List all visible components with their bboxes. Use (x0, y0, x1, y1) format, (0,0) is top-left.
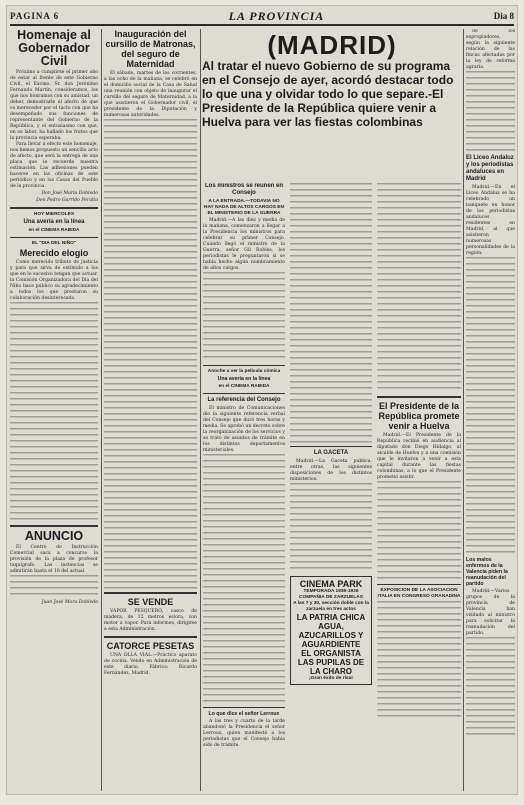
headline-referencia: La referencia del Consejo (207, 397, 281, 403)
column-3 (203, 183, 285, 792)
text-lines (377, 481, 461, 581)
cursillo-body: El sábado, martes de los corrientes, a las ocho de la mañana, se celebró en el domicilio social de la Casa de Salud una reunión con objeto de inaugurar el cursillo del seguro de Maternidad, a la que asistieron el Gobernador civil, el presidente de la Diputación y numerosas autoridades. (104, 71, 197, 118)
headline-cursillo: Inauguración del cursillo de Matronas, del seguro de Maternidad (105, 29, 196, 69)
issue-date: Dia 8 (493, 11, 514, 21)
top-body: de los expropiadores, según la siguiente relación de las fincas afectadas por la ley de reforma agraria. (466, 29, 515, 70)
divider (104, 592, 197, 594)
page-number: PAGINA 6 (10, 11, 60, 21)
column-4 (290, 183, 372, 792)
headline-presidente: El Presidente de la República promete venir a Huelva (378, 401, 460, 431)
text-lines (377, 183, 461, 393)
divider (203, 393, 285, 394)
cinema-play-1: LA PATRIA CHICA (296, 613, 366, 622)
anuncio-signature: Juan José Mora Dobledo (41, 600, 98, 605)
divider (377, 396, 461, 398)
text-lines (466, 71, 515, 155)
main-headline: Al tratar el nuevo Gobierno de su programa en el Consejo de ayer, acordó destacar todo lo que una y olvidar todo lo que separe.-El Presidente de la República quiere venir a Huelva para ver las fiestas colombinas (202, 59, 454, 129)
kicker-pelicula: Anoche a ver la película cómica (207, 369, 281, 374)
reportaje-kicker: EXPOSICION DE LA ASOCIACION ITALIA EN CONGRESO GRANADINA (377, 588, 461, 599)
presidente-body: Madrid.—El Presidente de la República recibió en audiencia al diputado don Diego Hidalgo, al alcalde de Huelva y a una comisión que le invitaron a venir a esta capital durante las fiestas colombinas, a lo que el Presidente prometió asistir. (377, 433, 461, 480)
text-lines (290, 483, 372, 573)
text-lines (466, 257, 515, 557)
cinema-line-2: COMPAÑIA DE ZARZUELAS (299, 595, 363, 600)
divider (203, 707, 285, 708)
cinema-play-3: EL ORGANISTA (301, 649, 361, 658)
divider (203, 365, 285, 366)
main-headline-box (202, 31, 462, 179)
headline-anuncio: ANUNCIO (24, 529, 84, 543)
homenaje-lead: Próximo a cumplirse el primer año de estar al frente de este Gobierno Civil, el Excmo. Sr. don Jerónimo Fernando Martín, consideramos, los que nos honramos con su amistad, un deber, demostrarle el afecto de que es merecedor por el tacto con que ha desempeñado sus funciones de representante del Gobierno de la República, y el entusiasmo con que, en su labor, ha hallado los frutos que la provincia esperaba. (10, 70, 98, 141)
referencia-body: El ministro de Comunicaciones dio la siguiente referencia verbal del Consejo que duró tres horas y media. Se aprobó un decreto sobre la reorganización de los servicios y se trató de asuntos de trámite en los distintos departamentos ministeriales. (203, 406, 285, 453)
headline-homenaje: Homenaje al Gobernador Civil (17, 29, 91, 68)
column-rule (463, 29, 464, 791)
text-lines (104, 119, 197, 589)
column-5 (377, 183, 461, 792)
divider (290, 446, 372, 447)
column-1 (10, 29, 98, 792)
cinema-tagline: ¡Gran éxito de risa! (309, 676, 353, 681)
text-lines (203, 272, 285, 362)
consejo-body: Madrid.—A las diez y media de la mañana, comenzaron a llegar a la Presidencia los ministros para celebrar su primer Consejo. Cuando llegó el ministro de la Guerra, señor Gil Robles, los periodistas le preguntaron si se había hecho algún nombramiento de altos cargos. (203, 218, 285, 271)
malos-body: Madrid.—Varios grupos de la provincia de Valencia han visitado al ministro para solicitar la reanudación del partido. (466, 589, 515, 636)
divider (10, 237, 98, 238)
kicker-sub: en el CINEMA RABIDA (218, 384, 270, 389)
newspaper-title: LA PROVINCIA (228, 8, 325, 23)
cinema-title: CINEMA PARK (299, 579, 363, 589)
averia-sub: en el CINEMA RABIDA (28, 228, 80, 233)
newspaper-page (6, 5, 518, 795)
se-vende-body: VAPOR PESQUERO, casco de madera, de 12 metros eslora, con motor a vapor. Para informes, dirigirse a esta Administración. (104, 609, 197, 632)
column-2 (104, 29, 197, 792)
column-6 (466, 29, 515, 792)
liceo-body: Madrid.—En el Liceo Andaluz se ha celebrado un banquete en honor de los periodistas andaluces residentes en Madrid, al que asistieron numerosas personalidades de la región. (466, 185, 515, 256)
subhead-ministros: Los ministros se reunen en Consejo (204, 183, 284, 196)
text-lines (290, 183, 372, 443)
homenaje-body: Para llevar a efecto este homenaje, nos hemos propuesto un sencillo acto de afecto, que será la entrega de una placa que le recuerde nuestra estimación. Las adhesiones pueden hacerse en las oficinas de este periódico y en las Casas del Pueblo de la provincia. (10, 142, 98, 189)
text-lines (10, 302, 98, 522)
dateline-madrid: (MADRID) (267, 31, 397, 60)
column-rule (101, 29, 102, 791)
cinema-play-4: LAS PUPILAS DE LA CHARO (297, 658, 365, 676)
anuncio-body: El Centro de Instrucción Comercial saca a concurso la provisión de la plaza de profesor taquígrafo. Las instancias se admitirán hasta el 18 del actual. (10, 545, 98, 574)
merecido-body: Como merecido tributo de justicia y para que sirva de estímulo a los que en lo sucesivo tengan que actuar, la Comisión Organizadora del Día del Niño hace público su agradecimiento a todos los que prestaron su colaboración desinteresada. (10, 260, 98, 301)
dia-nino-label: EL "DIA DEL NIÑO" (31, 241, 77, 246)
divider (10, 525, 98, 527)
text-lines (203, 454, 285, 704)
lerroux-body: A las tres y cuarto de la tarde abandonó la Presidencia el señor Lerroux, quien manifestó a los periodistas que el Consejo había sido de trámite. (203, 719, 285, 748)
catorce-body: UNA OLLA VIAL.—Práctico aparato de cocina. Vendo en Administración de este diario. Fábrica: Ricardo Fernández, Madrid. (104, 653, 197, 676)
masthead (10, 8, 514, 26)
text-lines (10, 575, 98, 599)
headline-merecido: Merecido elogio (19, 248, 89, 258)
column-rule (200, 29, 201, 791)
headline-gaceta: LA GACETA (313, 450, 349, 456)
subkicker: A LA ENTRADA.—TODAVIA NO HAY NADA DE ALTOS CARGOS EN EL MINISTERIO DE LA GUERRA (204, 199, 284, 216)
divider (10, 207, 98, 209)
cinema-park-ad (290, 576, 372, 685)
headline-se-vende: SE VENDE (127, 597, 174, 607)
cinema-line-1: TEMPORADA 1935-1936 (303, 589, 359, 594)
divider (377, 584, 461, 585)
text-lines (466, 637, 515, 737)
headline-malos: Los malos enfermos de la Valencia piden la reanudación del partido (466, 557, 508, 587)
signature-1: Don José María Dobledo (41, 191, 98, 196)
kicker-title: Una avería en la línea (217, 376, 271, 382)
headline-averia: Una avería en la línea (23, 219, 85, 225)
headline-lerroux: Lo que dice el señor Lerroux (208, 711, 280, 717)
headline-catorce: CATORCE PESETAS (106, 641, 195, 651)
cinema-play-2: AGUA, AZUCARILLOS Y AGUARDIENTE (298, 622, 364, 649)
headline-liceo: El Liceo Andaluz y los periodistas andaluces en Madrid (466, 155, 514, 182)
divider (104, 636, 197, 638)
signature-2: Don Pedro Garrido Peralta (36, 198, 98, 203)
hoy-label: HOY MIERCOLES (33, 212, 75, 217)
gaceta-body: Madrid.—La Gaceta publica, entre otras, las siguientes disposiciones de los distintos ministerios. (290, 459, 372, 482)
text-lines (377, 601, 461, 721)
cinema-line-3: A las 7 y 30, sección doble con la zarzuela en tres actos (293, 601, 369, 612)
